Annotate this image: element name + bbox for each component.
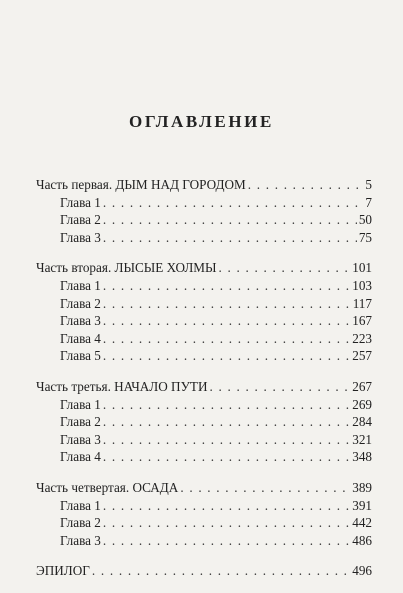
dot-leader	[103, 431, 350, 449]
toc-epilogue-entry	[36, 562, 372, 580]
chapter-title: Глава 1	[60, 194, 101, 210]
dot-leader	[92, 562, 350, 580]
part-title: Часть четвертая. ОСАДА	[36, 479, 179, 495]
part-title: Часть первая. ДЫМ НАД ГОРОДОМ	[36, 177, 246, 192]
toc-epilogue	[36, 562, 372, 580]
toc-chapter-entry	[36, 330, 372, 348]
toc-part-entry	[36, 378, 372, 396]
toc-chapter-entry	[36, 347, 372, 365]
chapter-title: Глава 1	[60, 277, 101, 293]
page-number: 101	[352, 260, 372, 276]
chapter-title: Глава 1	[60, 396, 101, 412]
toc-title: ОГЛАВЛЕНИЕ	[129, 112, 274, 131]
page-number: 284	[352, 414, 372, 430]
dot-leader	[103, 514, 350, 532]
page-number: 117	[352, 295, 372, 311]
dot-leader	[103, 448, 350, 466]
part-title: Часть вторая. ЛЫСЫЕ ХОЛМЫ	[36, 260, 217, 276]
dot-leader	[103, 396, 350, 414]
part-title: Часть третья. НАЧАЛО ПУТИ	[36, 378, 208, 394]
page-number: 75	[358, 229, 372, 245]
toc-chapter-entry	[36, 194, 372, 212]
chapter-title: Глава 2	[60, 515, 101, 531]
dot-leader	[103, 413, 350, 431]
toc-part	[36, 259, 372, 365]
dot-leader	[103, 497, 350, 515]
dot-leader	[103, 194, 364, 212]
dot-leader	[103, 211, 357, 229]
toc-part	[36, 176, 372, 246]
page-number: 321	[352, 431, 372, 447]
page-number: 7	[365, 194, 372, 210]
page-number: 103	[352, 277, 372, 293]
chapter-title: Глава 4	[60, 449, 101, 465]
chapter-title: Глава 4	[60, 330, 101, 346]
toc-part-entry	[36, 176, 372, 194]
toc-chapter-entry	[36, 532, 372, 550]
chapter-title: Глава 1	[60, 497, 101, 513]
page-number: 223	[352, 330, 372, 346]
chapter-title: Глава 2	[60, 295, 101, 311]
toc-chapter-entry	[36, 431, 372, 449]
page-number: 486	[352, 532, 372, 548]
dot-leader	[103, 347, 350, 365]
page-number: 267	[352, 378, 372, 394]
toc-part	[36, 479, 372, 549]
chapter-title: Глава 3	[60, 313, 101, 329]
dot-leader	[103, 330, 350, 348]
page-number: 348	[352, 449, 372, 465]
dot-leader	[210, 378, 351, 396]
toc-chapter-entry	[36, 211, 372, 229]
chapter-title: Глава 3	[60, 431, 101, 447]
dot-leader	[103, 532, 350, 550]
dot-leader	[180, 479, 350, 497]
toc-chapter-entry	[36, 448, 372, 466]
table-of-contents	[36, 176, 372, 593]
chapter-title: Глава 3	[60, 532, 101, 548]
epilogue-title: ЭПИЛОГ	[36, 563, 90, 579]
toc-chapter-entry	[36, 277, 372, 295]
page-number: 269	[352, 396, 372, 412]
page-number: 442	[352, 515, 372, 531]
page-number: 391	[352, 497, 372, 513]
dot-leader	[103, 277, 350, 295]
toc-part-entry	[36, 259, 372, 277]
page-number: 50	[358, 212, 372, 228]
dot-leader	[103, 295, 351, 313]
page-number: 496	[352, 563, 372, 579]
dot-leader	[103, 312, 350, 330]
dot-leader	[103, 229, 357, 247]
dot-leader	[248, 176, 364, 194]
page-number: 167	[352, 313, 372, 329]
toc-chapter-entry	[36, 295, 372, 313]
page-number: 389	[352, 479, 372, 495]
dot-leader	[219, 259, 351, 277]
page-number: 257	[352, 348, 372, 364]
toc-chapter-entry	[36, 413, 372, 431]
chapter-title: Глава 3	[60, 229, 101, 245]
toc-chapter-entry	[36, 229, 372, 247]
toc-chapter-entry	[36, 312, 372, 330]
chapter-title: Глава 2	[60, 414, 101, 430]
chapter-title: Глава 5	[60, 348, 101, 364]
chapter-title: Глава 2	[60, 212, 101, 228]
toc-part	[36, 378, 372, 466]
toc-chapter-entry	[36, 497, 372, 515]
toc-chapter-entry	[36, 514, 372, 532]
page-number: 5	[365, 177, 372, 192]
toc-part-entry	[36, 479, 372, 497]
toc-chapter-entry	[36, 396, 372, 414]
